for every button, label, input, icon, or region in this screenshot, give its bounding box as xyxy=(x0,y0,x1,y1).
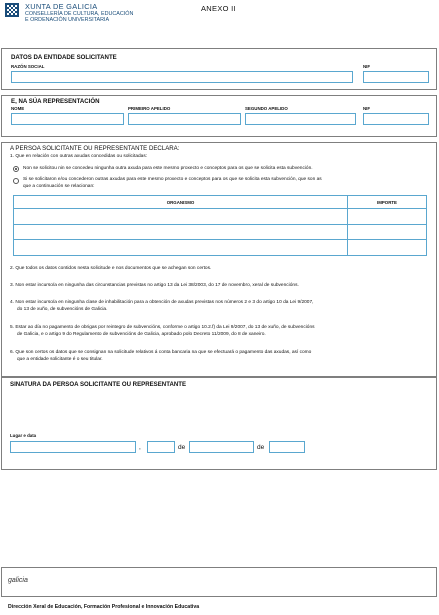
organismo-cell[interactable] xyxy=(14,240,348,256)
segundo-apelido-label: SEGUNDO APELIDO xyxy=(245,106,288,111)
org-line3: E ORDENACIÓN UNIVERSITARIA xyxy=(25,17,110,24)
primeiro-apelido-label: PRIMEIRO APELIDO xyxy=(128,106,171,111)
other-aid-table xyxy=(13,195,427,256)
importe-cell[interactable] xyxy=(348,209,427,225)
footer-brand-section xyxy=(1,567,437,597)
comma-separator: , xyxy=(139,444,141,451)
footer-text: Dirección Xeral de Educación, Formación Profesional e Innovación Educativa xyxy=(8,604,200,610)
applicant-nif-input[interactable] xyxy=(363,71,429,83)
importe-header: IMPORTE xyxy=(348,196,427,209)
declaration-item-4-line1: 4. Non estar incurso/a en ningunha clase de inhabilitación para a obtención de axudas previstas nos números 2 e 3 do artigo 10 da Lei 9/2007, xyxy=(10,300,314,305)
declaration-item-1: 1. Que en relación con outras axudas concedidas ou solicitadas: xyxy=(10,154,148,159)
nome-input[interactable] xyxy=(11,113,124,125)
day-input[interactable] xyxy=(147,441,175,453)
signature-section-title: SINATURA DA PERSOA SOLICITANTE OU REPRESENTANTE xyxy=(10,381,187,388)
declaration-item-6-line2: que a entidade solicitante é o seu titular. xyxy=(17,357,103,362)
declaration-item-6-line1: 6. Que son certos os datos que se consignan na solicitude relativos á conta bancaria na que se efectuará o pagamento das axudas, así como xyxy=(10,350,312,355)
no-other-aid-radio[interactable] xyxy=(13,166,19,172)
declaration-item-3: 3. Non estar incurso/a en ningunha das circunstancias previstas no artigo 13 da Lei 38/2003, do 17 de novembro, xeral de subvencións. xyxy=(10,283,299,288)
representative-section xyxy=(1,95,437,137)
other-aid-radio[interactable] xyxy=(13,178,19,184)
applicant-nif-label: NIF xyxy=(363,64,371,69)
organization-name xyxy=(25,3,133,23)
declaration-item-4-line2: do 13 de xuño, de subvencións de Galicia. xyxy=(17,307,108,312)
table-row xyxy=(14,240,427,256)
signature-section xyxy=(1,377,437,470)
representative-nif-input[interactable] xyxy=(363,113,429,125)
applicant-section xyxy=(1,48,437,90)
declaration-item-5-line1: 5. Estar ao día no pagamento de obrigas por reintegro de subvencións, conforme o artigo 10.2.f) da Lei 9/2007, do 13 de xuño, de subvencións xyxy=(10,325,315,330)
declaration-item-5-line2: de Galicia, e o artigo 9 do Regulamento de subvencións de Galicia, aprobado polo Decreto 11/2009, do 8 de xaneiro. xyxy=(17,332,266,337)
org-line2: CONSELLERÍA DE CULTURA, EDUCACIÓN xyxy=(25,11,134,17)
segundo-apelido-input[interactable] xyxy=(245,113,356,125)
other-aid-label-line2: que a continuación se relacionan: xyxy=(23,184,95,189)
org-line1: XUNTA DE GALICIA xyxy=(25,2,98,11)
declaration-title: A PERSOA SOLICITANTE OU REPRESENTANTE DECLARA: xyxy=(10,145,180,152)
applicant-section-title: DATOS DA ENTIDADE SOLICITANTE xyxy=(11,54,117,61)
table-row xyxy=(14,224,427,240)
table-row xyxy=(14,209,427,225)
place-input[interactable] xyxy=(10,441,136,453)
de-separator-1: de xyxy=(178,444,186,451)
nome-label: NOME xyxy=(11,106,25,111)
de-separator-2: de xyxy=(257,444,265,451)
xunta-logo-icon xyxy=(5,3,19,17)
importe-cell[interactable] xyxy=(348,240,427,256)
year-input[interactable] xyxy=(269,441,305,453)
place-date-label: Lugar e data xyxy=(10,433,37,438)
primeiro-apelido-input[interactable] xyxy=(128,113,241,125)
galicia-brand-logo: galicia xyxy=(8,577,28,584)
representative-section-title: E, NA SÚA REPRESENTACIÓN xyxy=(11,98,100,105)
month-input[interactable] xyxy=(189,441,254,453)
page-header xyxy=(0,0,439,40)
other-aid-label-line1: Si se solicitaron e/ou concederon outras axudas para este mesmo proxecto e conceptos para os que se solicita esta subvención, que son as xyxy=(23,177,322,182)
representative-nif-label: NIF xyxy=(363,106,371,111)
table-header-row xyxy=(14,196,427,209)
organismo-cell[interactable] xyxy=(14,209,348,225)
razon-social-label: RAZÓN SOCIAL xyxy=(11,64,45,69)
importe-cell[interactable] xyxy=(348,224,427,240)
no-other-aid-label: Non se solicitou nin se concedeu ningunha outra axuda para este mesmo proxecto e conceptos para os que se solicita esta subvención. xyxy=(23,166,313,171)
organismo-cell[interactable] xyxy=(14,224,348,240)
declaration-item-2: 2. Que todos os datos contidos nesta solicitude e nos documentos que se achegan son certos. xyxy=(10,266,212,271)
organismo-header: ORGANISMO xyxy=(14,196,348,209)
razon-social-input[interactable] xyxy=(11,71,353,83)
annex-title: ANEXO II xyxy=(201,4,236,13)
